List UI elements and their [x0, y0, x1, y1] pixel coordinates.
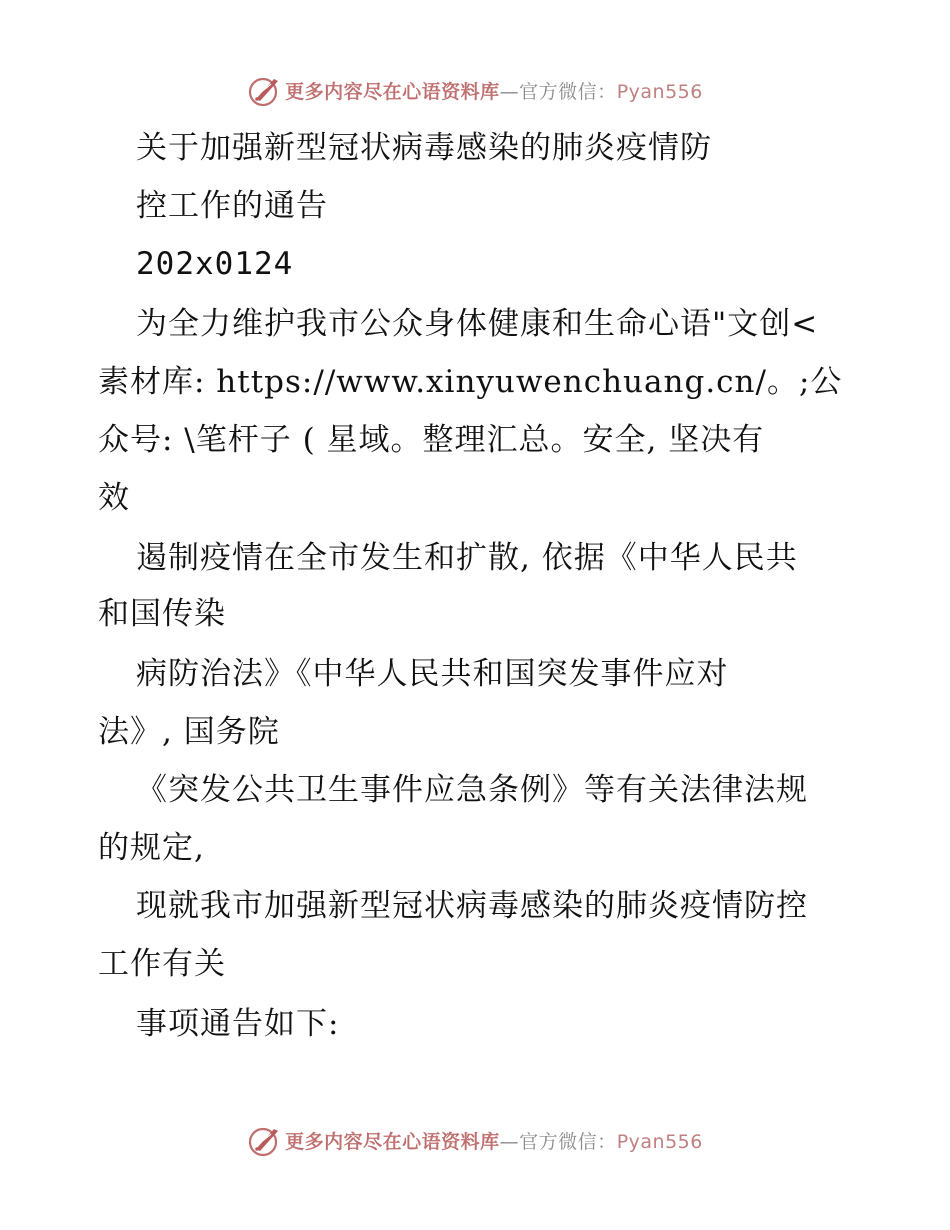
paragraph-line: 众号: \笔杆子 ( 星域。整理汇总。安全, 坚决有 — [98, 422, 765, 458]
paragraph-line: 的规定, — [98, 830, 205, 866]
watermark-label: —官方微信： — [499, 80, 617, 103]
watermark-label: —官方微信： — [499, 1130, 617, 1153]
paragraph-line: 法》, 国务院 — [98, 714, 280, 750]
document-date: 202x0124 — [136, 246, 294, 282]
paragraph-line: 素材库: https://www.xinyuwenchuang.cn/。;公 — [98, 364, 843, 400]
paragraph-line: 工作有关 — [98, 946, 226, 982]
watermark-brand: 更多内容尽在心语资料库 — [285, 1130, 500, 1153]
paragraph-line: 为全力维护我市公众身体健康和生命心语"文创< — [136, 306, 819, 342]
watermark-text — [285, 1127, 703, 1154]
footer-watermark — [0, 1120, 950, 1160]
quill-pen-logo-icon — [247, 1122, 283, 1158]
header-watermark — [0, 70, 950, 110]
watermark-wechat-id: Pyan556 — [616, 80, 703, 103]
paragraph-line: 现就我市加强新型冠状病毒感染的肺炎疫情防控 — [136, 888, 808, 924]
paragraph-line: 病防治法》《中华人民共和国突发事件应对 — [136, 656, 729, 692]
paragraph-line: 《突发公共卫生事件应急条例》等有关法律法规 — [136, 772, 808, 808]
paragraph-line: 事项通告如下: — [136, 1006, 340, 1042]
document-title-line-1: 关于加强新型冠状病毒感染的肺炎疫情防 — [136, 130, 712, 166]
paragraph-line: 遏制疫情在全市发生和扩散, 依据《中华人民共 — [136, 540, 798, 576]
document-title-line-2: 控工作的通告 — [136, 188, 328, 224]
watermark-wechat-id: Pyan556 — [616, 1130, 703, 1153]
paragraph-line: 和国传染 — [98, 596, 226, 632]
paragraph-line: 效 — [98, 480, 130, 516]
quill-pen-logo-icon — [247, 72, 283, 108]
watermark-brand: 更多内容尽在心语资料库 — [285, 80, 500, 103]
watermark-text — [285, 77, 703, 104]
